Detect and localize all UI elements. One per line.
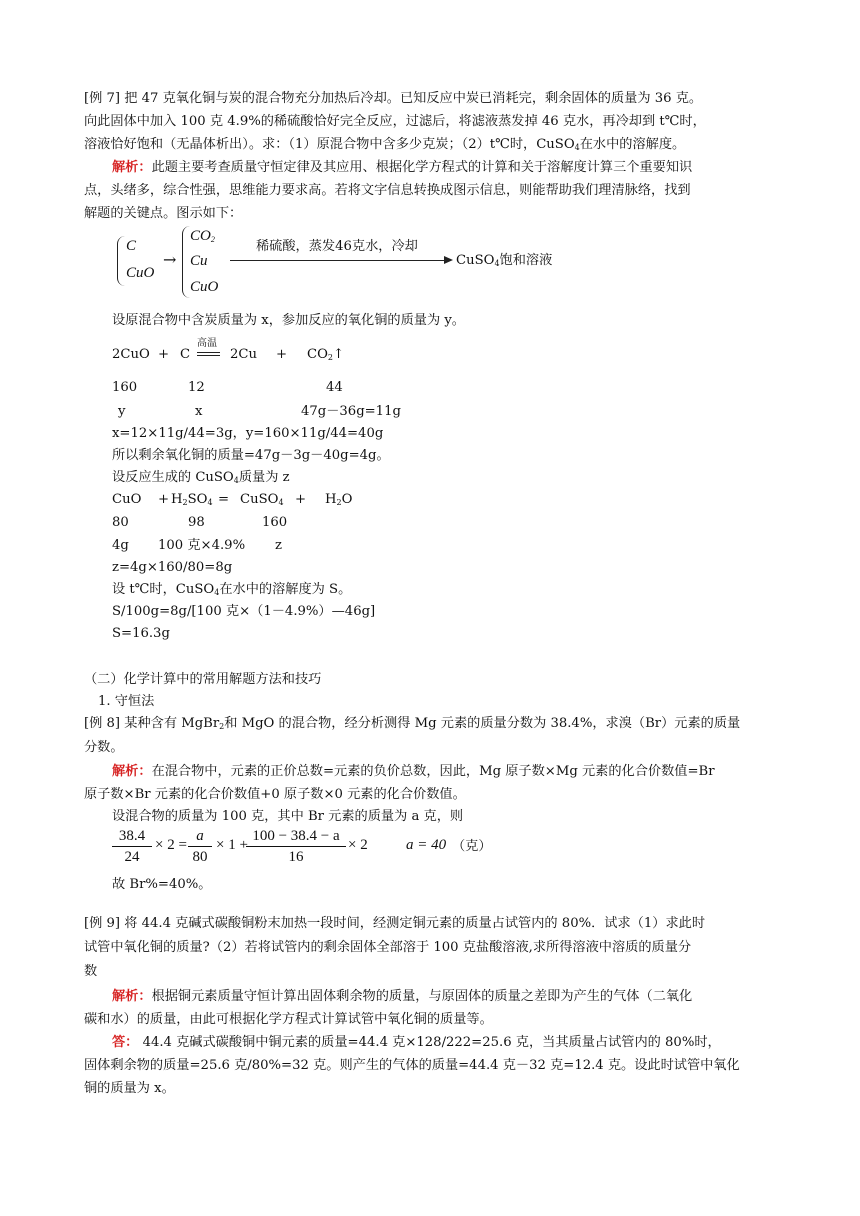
ex9-analysis-line2: 碳和水）的质量，由此可根据化学方程式计算试管中氧化铜的质量等。	[84, 1012, 493, 1027]
calc3: z=4g×160/80=8g	[112, 560, 233, 575]
equals-line-bottom	[197, 355, 220, 356]
calc5: S=16.3g	[112, 626, 170, 641]
ex7-line3: 溶液恰好饱和（无晶体析出）。求：（1）原混合物中含多少克炭；（2）t℃时，CuSO$_4$在水中的溶解度。	[84, 137, 686, 152]
diagram-process-arrow	[230, 260, 445, 261]
analysis-label: 解析：	[112, 989, 152, 1004]
calc1: x=12×11g/44=3g，y=160×11g/44=40g	[112, 426, 384, 441]
ex7-analysis-line1: 解析：此题主要考查质量守恒定律及其应用、根据化学方程式的计算和关于溶解度计算三个重要知识	[112, 160, 693, 175]
ex7-line1: [例 7] 把 47 克氧化铜与炭的混合物充分加热后冷却。已知反应中炭已消耗完，剩余固体的质量为 36 克。	[84, 91, 703, 106]
ex9-answer-line1: 答： 44.4 克碱式碳酸铜中铜元素的质量=44.4 克×128/222=25.6 克，当其质量占试管内的 80%时，	[112, 1035, 721, 1050]
ex8-set: 设混合物的质量为 100 克，其中 Br 元素的质量为 a 克，则	[112, 809, 464, 824]
diagram-co2: $CO_2$	[190, 228, 215, 244]
ex9-line2: 试管中氧化铜的质量?（2）若将试管内的剩余固体全部溶于 100 克盐酸溶液,求所得溶液中溶质的质量分	[84, 940, 692, 955]
ex9-answer-line3: 铜的质量为 x。	[84, 1081, 175, 1096]
set3: 设 t℃时，CuSO$_4$在水中的溶解度为 S。	[112, 582, 352, 597]
ex7-analysis-line2: 点，头绪多，综合性强，思维能力要求高。若将文字信息转换成图示信息，则能帮助我们理清脉络，找到	[84, 183, 691, 198]
diagram-arrow: →	[163, 250, 177, 269]
diagram-process-label: 稀硫酸，蒸发46克水，冷却	[256, 239, 418, 254]
calc4: S/100g=8g/[100 克×（1－4.9%）—46g]	[112, 604, 376, 619]
ex8-line2: 分数。	[84, 740, 124, 755]
ex7-line2: 向此固体中加入 100 克 4.9%的稀硫酸恰好完全反应，过滤后，将滤液蒸发掉 46 克水，再冷却到 t℃时，	[84, 114, 706, 129]
analysis-label: 解析：	[112, 160, 152, 175]
formula-result: a = 40	[406, 837, 447, 853]
right-brace	[182, 226, 190, 298]
ex9-answer-line2: 固体剩余物的质量=25.6 克/80%=32 克。则产生的气体的质量=44.4 克－32 克=12.4 克。设此时试管中氧化	[84, 1058, 740, 1073]
condition-label: 高温	[197, 338, 217, 349]
ex7-set1: 设原混合物中含炭质量为 x，参加反应的氧化铜的质量为 y。	[112, 313, 465, 328]
left-brace	[117, 236, 125, 286]
ex9-analysis-line1: 解析：根据铜元素质量守恒计算出固体剩余物的质量，与原固体的质量之差即为产生的气体（二氧化	[112, 989, 693, 1004]
ex9-line1: [例 9] 将 44.4 克碱式碳酸铜粉末加热一段时间，经测定铜元素的质量占试管内的 80%．试求（1）求此时	[84, 916, 706, 931]
fraction-2: $\frac{a}{80}$	[188, 826, 212, 867]
ex8-analysis-line1: 解析：在混合物中，元素的正价总数=元素的负价总数，因此，Mg 原子数×Mg 元素的化合价数值=Br	[112, 764, 715, 779]
ex8-analysis-line2: 原子数×Br 元素的化合价数值+0 原子数×0 元素的化合价数值。	[84, 787, 466, 802]
set2: 设反应生成的 CuSO$_4$质量为 z	[112, 470, 290, 485]
ex8-conclusion: 故 Br%=40%。	[112, 877, 212, 892]
answer-label: 答：	[112, 1035, 139, 1050]
equals-line-top	[197, 352, 220, 353]
fraction-3: $\frac{100 - 38.4 - a}{16}$	[246, 826, 346, 867]
diagram-left-c: C	[126, 238, 137, 254]
section-heading: （二）化学计算中的常用解题方法和技巧	[84, 672, 322, 687]
diagram-result: CuSO$_4$饱和溶液	[456, 253, 553, 268]
diagram-cuo: CuO	[190, 279, 219, 295]
arrow-head-icon	[444, 256, 453, 264]
analysis-label: 解析：	[112, 764, 152, 779]
document-page: [例 7] 把 47 克氧化铜与炭的混合物充分加热后冷却。已知反应中炭已消耗完，剩余固体的质量为 36 克。 向此固体中加入 100 克 4.9%的稀硫酸恰好完全反应，过滤后，将滤液蒸发掉 46 克水，再冷却到 t℃时， 溶液恰好饱和（无晶体析出）。求：（1）原混合物中含多少克炭；（2）t℃时，CuSO$_4$在水中的溶解度。 解析：此题主要考查质量守恒定律及其应用、根据化学方程式的计算和关于溶解度计算三个重要知识 点，头绪多，综合性强，思维能力要求高。若将文字信息转换成图示信息，则能帮助我们理清脉络，找到 解题的关键点。图示如下： C CuO → $CO_2$ Cu CuO 稀硫酸，蒸发46克水，冷却 CuSO$_4$饱和溶液 设原混合物中含炭质量为 x，参加反应的氧化铜的质量为 y。 2CuO + C 高温 2Cu + $CO_2↑$ 160 12 44 y x 47g－36g=11g x=12×11g/44=3g，y=160×11g/44=40g 所以剩余氧化铜的质量=47g－3g－40g=4g。 设反应生成的 CuSO$_4$质量为 z CuO + $H_2SO_4$ = CuSO$_4$ + $H_2O$ 80 98 160 4g 100 克×4.9% z z=4g×160/80=8g 设 t℃时，CuSO$_4$在水中的溶解度为 S。 S/100g=8g/[100 克×（1－4.9%）—46g] S=16.3g （二）化学计算中的常用解题方法和技巧 1. 守恒法 [例 8] 某种含有 MgBr$_2$和 MgO 的混合物，经分析测得 Mg 元素的质量分数为 38.4%，求溴（Br）元素的质量 分数。 解析：在混合物中，元素的正价总数=元素的负价总数，因此，Mg 原子数×Mg 元素的化合价数值=Br 原子数×Br 元素的化合价数值+0 原子数×0 元素的化合价数值。 设混合物的质量为 100 克，其中 Br 元素的质量为 a 克，则 $\frac{38.4}{24}$ × 2 = $\frac{a}{80}$ × 1 + $\frac{100 - 38.4 - a}{16}$ × 2 a = 40 （克） 故 Br%=40%。 [例 9] 将 44.4 克碱式碳酸铜粉末加热一段时间，经测定铜元素的质量占试管内的 80%．试求（1）求此时 试管中氧化铜的质量?（2）若将试管内的剩余固体全部溶于 100 克盐酸溶液,求所得溶液中溶质的质量分 数 解析：根据铜元素质量守恒计算出固体剩余物的质量，与原固体的质量之差即为产生的气体（二氧化 碳和水）的质量，由此可根据化学方程式计算试管中氧化铜的质量等。 答： 44.4 克碱式碳酸铜中铜元素的质量=44.4 克×128/222=25.6 克，当其质量占试管内的 80%时， 固体剩余物的质量=25.6 克/80%=32 克。则产生的气体的质量=44.4 克－32 克=12.4 克。设此时试管中氧化 铜的质量为 x。	[84, 91, 741, 1096]
calc2: 所以剩余氧化铜的质量=47g－3g－40g=4g。	[112, 448, 390, 463]
diagram-cu: Cu	[190, 253, 208, 269]
section-subheading: 1. 守恒法	[98, 694, 155, 709]
fraction-1: $\frac{38.4}{24}$	[112, 826, 152, 867]
ex7-analysis-line3: 解题的关键点。图示如下：	[84, 206, 243, 221]
diagram-left-cuo: CuO	[126, 265, 155, 281]
ex8-line1: [例 8] 某种含有 MgBr$_2$和 MgO 的混合物，经分析测得 Mg 元素的质量分数为 38.4%，求溴（Br）元素的质量	[84, 716, 741, 731]
ex9-line3: 数	[84, 964, 98, 979]
